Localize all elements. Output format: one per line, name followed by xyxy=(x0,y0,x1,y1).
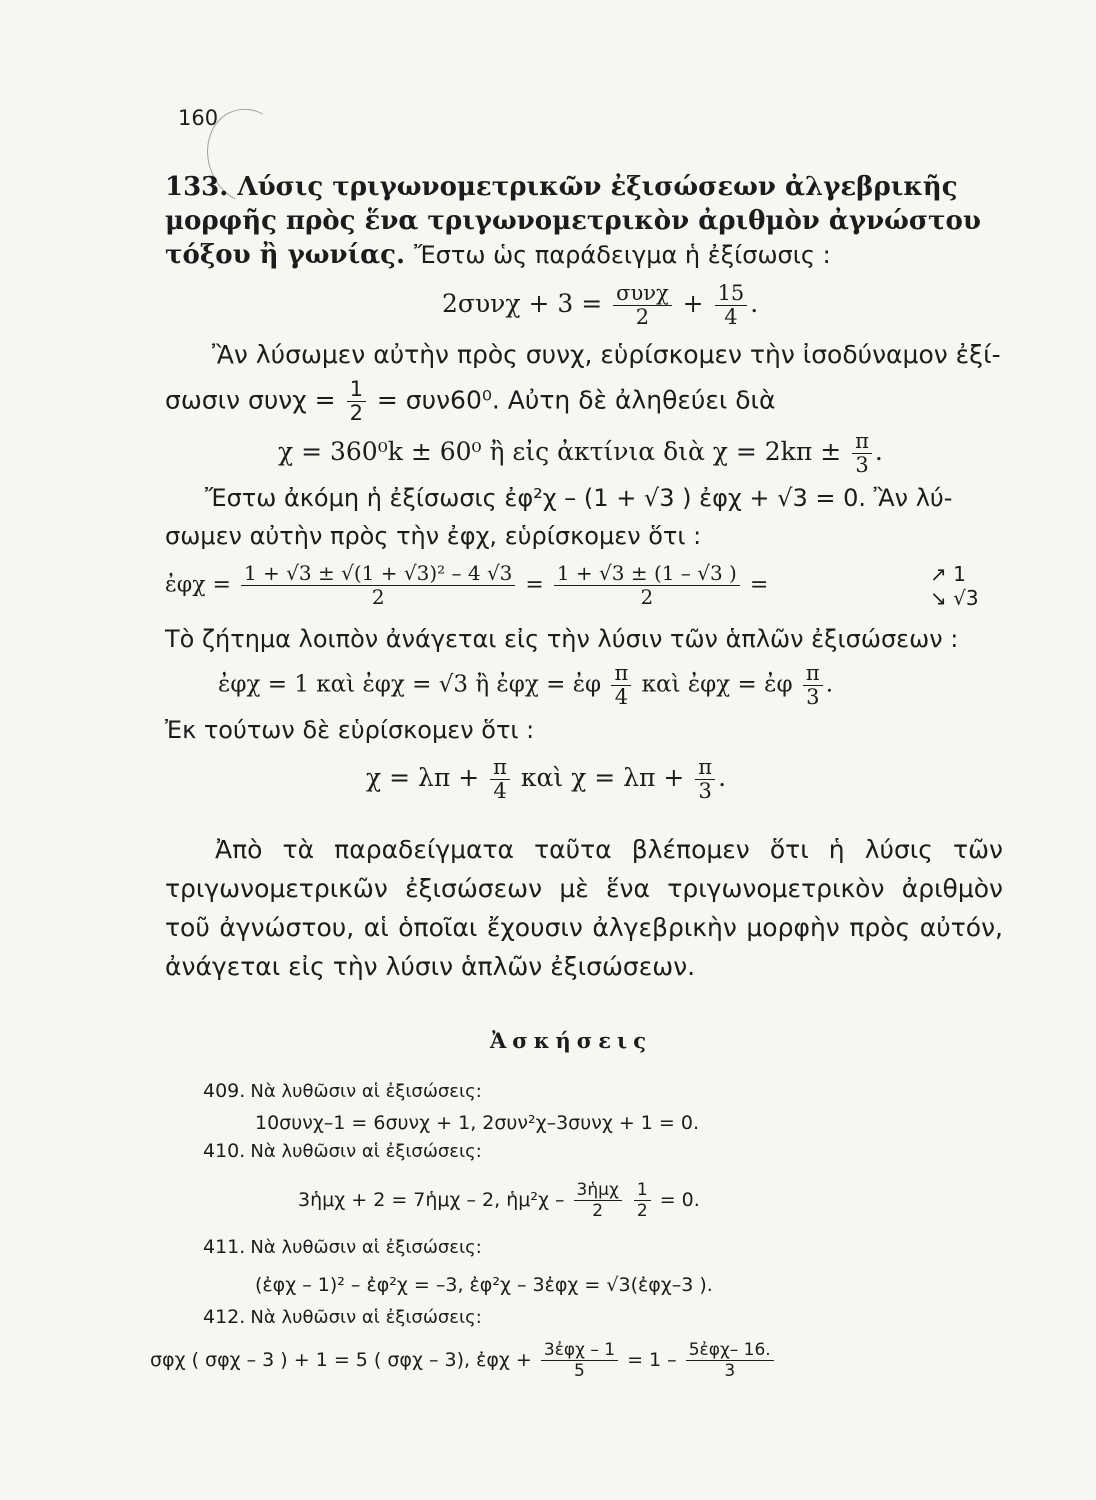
text-line: Ἔστω ἀκόμη ἡ ἐξίσωσις ἐφ²χ – (1 + √3 ) ἐφχ + √3 = 0. Ἂν λύ- xyxy=(205,484,953,512)
fraction: $\frac{\pi}{3}$ xyxy=(803,662,823,709)
fraction: $\frac{\text{3ἡμχ}}{2}$ xyxy=(574,1180,622,1221)
exercises-heading: Ἀσκήσεις xyxy=(490,1028,652,1053)
equation-5: χ = λπ + $\frac{\pi}{4}$ καὶ χ = λπ + $\frac{\pi}{3}$ . xyxy=(366,755,727,803)
fraction: $\frac{\text{1 + √3 ± √(1 + √3)² – 4 √3}}{2}$ xyxy=(241,562,515,609)
section-intro: Ἔστω ὡς παράδειγμα ἡ ἐξίσωσις : xyxy=(414,241,831,269)
fraction: $\frac{1}{2}$ xyxy=(634,1180,651,1221)
text-line-with-fraction: σωσιν συνχ = $\frac{1}{2}$ = συν60⁰. Αὐτη δὲ ἀληθεύει διὰ xyxy=(165,377,776,425)
fraction: $\frac{\text{συνχ}}{2}$ xyxy=(613,282,672,329)
fraction: $\frac{15}{4}$ xyxy=(715,282,748,329)
fraction: $\frac{\pi}{3}$ xyxy=(695,756,715,803)
section-title: Λύσις τριγωνομετρικῶν ἐξισώσεων ἀλγεβρικῆς μορφῆς πρὸς ἕνα τριγωνομετρικὸν ἀριθμὸν ἀγνώστου τόξου ἢ γωνίας. xyxy=(165,172,981,270)
equation-1: 2συνχ + 3 = $\frac{\text{συνχ}}{2}$ + $\frac{15}{4}$ . xyxy=(442,281,759,329)
exercise-410-equation: 3ἡμχ + 2 = 7ἡμχ – 2, ἡμ²χ – $\frac{\text{3ἡμχ}}{2}$ $\frac{1}{2}$ = 0. xyxy=(298,1180,700,1221)
equation-3: ἐφχ = $\frac{\text{1 + √3 ± √(1 + √3)² – 4 √3}}{2}$ = $\frac{1 + √3 \pm (1 - √3 )}{2}$ = xyxy=(165,561,769,609)
arrow-down-icon: ↘ xyxy=(930,586,947,610)
text-line: Ἂν λύσωμεν αὐτὴν πρὸς συνχ, εὑρίσκομεν τὴν ἰσοδύναμον ἐξί- xyxy=(212,340,1001,369)
text-line: Ἐκ τούτων δὲ εὑρίσκομεν ὅτι : xyxy=(165,716,535,744)
fraction: $\frac{\pi}{3}$ xyxy=(852,430,872,477)
exercise-409: 409. Νὰ λυθῶσιν αἱ ἐξισώσεις: xyxy=(203,1080,482,1102)
equation-4: ἐφχ = 1 καὶ ἐφχ = √3 ἢ ἐφχ = ἐφ $\frac{\pi}{4}$ καὶ ἐφχ = ἐφ $\frac{\pi}{3}$ . xyxy=(218,661,833,709)
page-number: 160 xyxy=(178,106,219,130)
section-number: 133. xyxy=(165,172,229,202)
roots-arrows: ↗ 1 ↘ √3 xyxy=(930,562,979,610)
exercise-412: 412. Νὰ λυθῶσιν αἱ ἐξισώσεις: xyxy=(203,1306,482,1328)
fraction: $\frac{\text{5ἐφχ– 16.}}{3}$ xyxy=(686,1340,774,1381)
exercise-411-equation: (ἐφχ – 1)² – ἐφ²χ = –3, ἐφ²χ – 3ἐφχ = √3(ἐφχ–3 ). xyxy=(255,1274,713,1296)
fraction: $\frac{\text{3ἐφχ – 1}}{5}$ xyxy=(541,1340,618,1381)
exercise-410: 410. Νὰ λυθῶσιν αἱ ἐξισώσεις: xyxy=(203,1140,482,1162)
exercise-409-equation: 10συνχ–1 = 6συνχ + 1, 2συν²χ–3συνχ + 1 = 0. xyxy=(255,1112,700,1134)
arrow-up-icon: ↗ xyxy=(930,562,947,586)
fraction: $\frac{\pi}{4}$ xyxy=(611,662,631,709)
exercise-411: 411. Νὰ λυθῶσιν αἱ ἐξισώσεις: xyxy=(203,1236,482,1258)
fraction: $\frac{1 + √3 \pm (1 - √3 )}{2}$ xyxy=(554,562,740,609)
fraction: $\frac{1}{2}$ xyxy=(347,378,366,425)
text-line: σωμεν αὐτὴν πρὸς τὴν ἐφχ, εὑρίσκομεν ὅτι : xyxy=(165,522,702,550)
conclusion-paragraph: Ἀπὸ τὰ παραδείγματα ταῦτα βλέπομεν ὅτι ἡ λύσις τῶν τριγωνομετρικῶν ἐξισώσεων μὲ ἕνα τριγωνομετρικὸν ἀριθμὸν τοῦ ἀγνώστου, αἱ ὁποῖαι ἔχουσιν ἀλγεβρικὴν μορφὴν πρὸς αὐτόν, ἀνάγεται εἰς τὴν λύσιν ἁπλῶν ἐξισώσεων. xyxy=(165,835,1003,981)
exercise-412-equation: σφχ ( σφχ – 3 ) + 1 = 5 ( σφχ – 3), ἐφχ + $\frac{\text{3ἐφχ – 1}}{5}$ = 1 – $\frac{\text{5ἐφχ– 16.}}{3}$ xyxy=(150,1340,777,1381)
fraction: $\frac{\pi}{4}$ xyxy=(490,756,510,803)
equation-2: χ = 360⁰k ± 60⁰ ἢ εἰς ἀκτίνια διὰ χ = 2kπ ± $\frac{\pi}{3}$ . xyxy=(278,429,883,477)
section-heading xyxy=(165,170,1003,272)
text-line: Τὸ ζήτημα λοιπὸν ἀνάγεται εἰς τὴν λύσιν τῶν ἁπλῶν ἐξισώσεων : xyxy=(165,625,959,653)
